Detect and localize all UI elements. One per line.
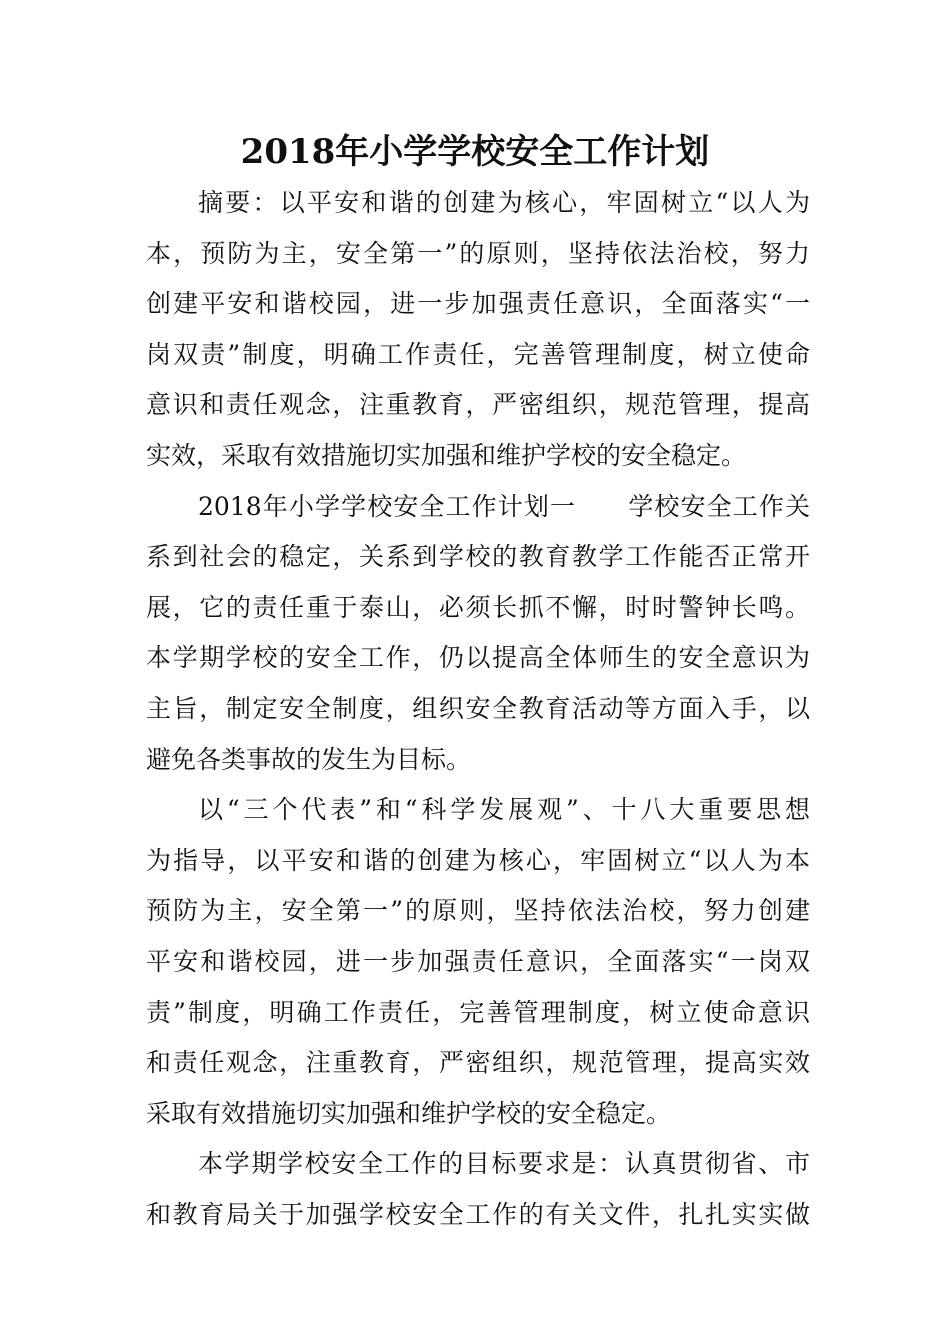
abstract-paragraph [146, 178, 810, 482]
paragraph-line: 采取有效措施切实加强和维护学校的安全稳定。 [146, 1098, 672, 1128]
paragraph-line: 2018年小学学校安全工作计划一 学校安全工作关 [198, 491, 810, 521]
document-title: 2018年小学学校安全工作计划 [240, 132, 710, 172]
paragraph-line: 岗双责”制度，明确工作责任，完善管理制度，树立使命 [146, 339, 810, 369]
paragraph-line: 本学期学校的安全工作，仍以提高全体师生的安全意识为 [146, 643, 810, 673]
paragraph-line: 和责任观念，注重教育，严密组织，规范管理，提高实效 [146, 1048, 810, 1078]
paragraph-line: 和教育局关于加强学校安全工作的有关文件，扎扎实实做 [146, 1199, 810, 1229]
document-body [146, 178, 810, 1240]
paragraph-line: 为指导，以平安和谐的创建为核心，牢固树立“以人为本 [146, 845, 810, 875]
paragraph-line: 展，它的责任重于泰山，必须长抓不懈，时时警钟长鸣。 [146, 592, 810, 622]
paragraph-line: 本学期学校安全工作的目标要求是：认真贯彻省、市 [198, 1149, 810, 1179]
body-paragraph [146, 482, 810, 786]
paragraph-line: 摘要：以平安和谐的创建为核心，牢固树立“以人为 [198, 188, 810, 217]
body-paragraph [146, 1139, 810, 1240]
paragraph-line: 系到社会的稳定，关系到学校的教育教学工作能否正常开 [146, 542, 810, 572]
paragraph-line: 平安和谐校园，进一步加强责任意识，全面落实“一岗双 [146, 946, 810, 976]
paragraph-line: 本，预防为主，安全第一”的原则，坚持依法治校，努力 [146, 238, 810, 268]
paragraph-line: 创建平安和谐校园，进一步加强责任意识，全面落实“一 [146, 289, 810, 319]
paragraph-line: 避免各类事故的发生为目标。 [146, 744, 472, 774]
paragraph-line: 实效，采取有效措施切实加强和维护学校的安全稳定。 [146, 440, 747, 470]
paragraph-line: 以“三个代表”和“科学发展观”、十八大重要思想 [198, 795, 810, 825]
paragraph-line: 主旨，制定安全制度，组织安全教育活动等方面入手，以 [146, 693, 810, 723]
paragraph-line: 意识和责任观念，注重教育，严密组织，规范管理，提高 [146, 390, 810, 420]
paragraph-line: 预防为主，安全第一”的原则，坚持依法治校，努力创建 [146, 896, 810, 926]
paragraph-line: 责”制度，明确工作责任，完善管理制度，树立使命意识 [146, 997, 810, 1027]
body-paragraph [146, 785, 810, 1139]
